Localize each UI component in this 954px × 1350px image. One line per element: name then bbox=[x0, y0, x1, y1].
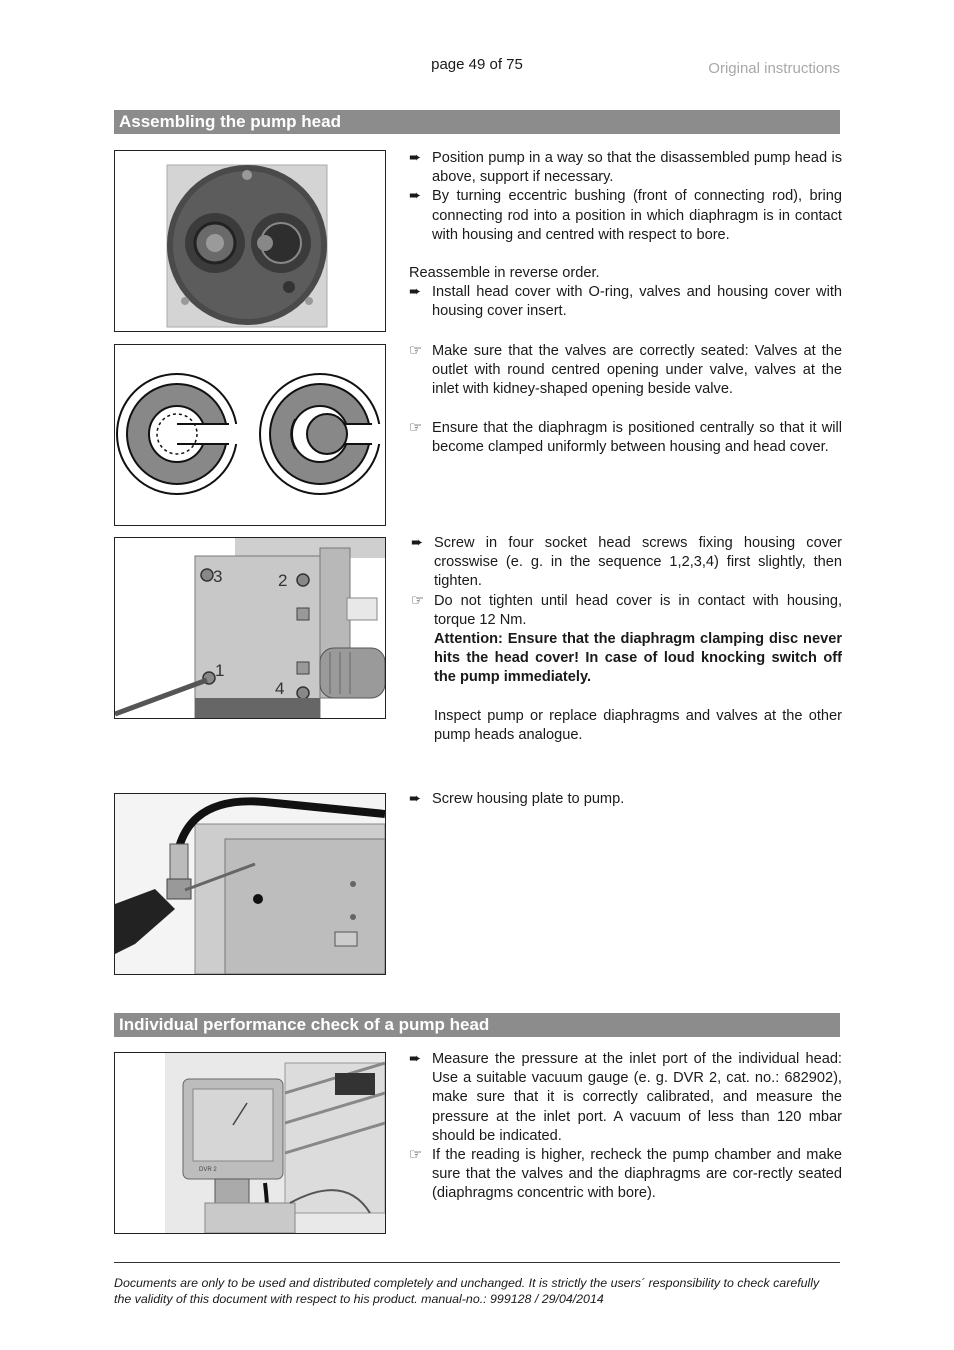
note-text: Make sure that the valves are correctly seated: Valves at the outlet with round centred opening under valve, valves at the inlet with kidney-shaped opening beside valve. bbox=[432, 343, 842, 398]
instruction-item bbox=[409, 790, 842, 809]
reassemble-note: Reassemble in reverse order. bbox=[409, 265, 600, 282]
instruction-text: Screw in four socket head screws fixing housing cover crosswise (e. g. in the sequence 1,2,3,4) first slightly, then tighten. bbox=[434, 535, 842, 590]
note-text: Do not tighten until head cover is in contact with housing, torque 12 Nm. bbox=[434, 592, 842, 628]
section-heading-assembling: Assembling the pump head bbox=[114, 110, 840, 134]
screw-label-4: 4 bbox=[275, 679, 285, 698]
footer-line: the validity of this document with respect to his product. manual-no.: 999128 / 29/04/2014 bbox=[114, 1292, 604, 1306]
pointing-hand-icon: ☞ bbox=[409, 343, 423, 359]
instruction-item bbox=[409, 1050, 842, 1146]
assembling-text-block-3 bbox=[411, 534, 842, 745]
screw-label-2: 2 bbox=[278, 571, 288, 590]
instruction-item bbox=[409, 283, 842, 321]
pump-head-photo bbox=[114, 150, 386, 332]
instruction-item bbox=[409, 149, 842, 187]
arrow-icon: ➨ bbox=[411, 535, 424, 551]
footer-line: Documents are only to be used and distributed completely and unchanged. It is strictly the users´ responsibility to check carefully bbox=[114, 1276, 820, 1290]
screw-label-3: 3 bbox=[213, 567, 223, 586]
arrow-icon: ➨ bbox=[409, 791, 422, 807]
screw-label-1: 1 bbox=[215, 661, 225, 680]
arrow-icon: ➨ bbox=[409, 1051, 422, 1067]
instruction-item bbox=[409, 187, 842, 245]
footer-divider bbox=[114, 1262, 840, 1263]
note-item bbox=[409, 1146, 842, 1204]
inspect-note: Inspect pump or replace diaphragms and valves at the other pump heads analogue. bbox=[434, 707, 842, 743]
pointing-hand-icon: ☞ bbox=[409, 1147, 423, 1164]
instruction-text: Screw housing plate to pump. bbox=[432, 791, 625, 807]
note-text: If the reading is higher, recheck the pump chamber and make sure that the valves and the diaphragms are cor-rectly seated (diaphragms concentric with bore). bbox=[432, 1147, 842, 1202]
assembling-text-block-1 bbox=[409, 149, 842, 322]
note-item bbox=[409, 342, 842, 400]
instruction-text: Measure the pressure at the inlet port of the individual head: Use a suitable vacuum gauge (e. g. DVR 2, cat. no.: 682902), make sure that it is correctly calibrated, and measure the pressure at the inlet port. A vacuum of less than 120 mbar should be indicated. bbox=[432, 1051, 842, 1144]
note-item bbox=[409, 419, 842, 457]
instruction-text: By turning eccentric bushing (front of connecting rod), bring connecting rod into a position in which diaphragm is in contact with housing and centred with respect to bore. bbox=[432, 188, 842, 243]
arrow-icon: ➨ bbox=[409, 284, 422, 301]
assembling-text-block-4 bbox=[409, 790, 842, 809]
instruction-item bbox=[411, 534, 842, 592]
pointing-hand-icon: ☞ bbox=[409, 419, 423, 436]
footer-disclaimer bbox=[114, 1275, 844, 1307]
note-item bbox=[411, 592, 842, 630]
pointing-hand-icon: ☞ bbox=[411, 592, 425, 609]
section-heading-performance: Individual performance check of a pump head bbox=[114, 1013, 840, 1037]
housing-plate-photo bbox=[114, 793, 386, 975]
housing-cover-screws-photo bbox=[114, 537, 386, 719]
arrow-icon: ➨ bbox=[409, 188, 422, 205]
instruction-text: Install head cover with O-ring, valves and housing cover with housing cover insert. bbox=[432, 284, 842, 320]
instruction-text: Position pump in a way so that the disassembled pump head is above, support if necessary. bbox=[432, 150, 842, 186]
valve-seating-diagram bbox=[114, 344, 386, 526]
note-text: Ensure that the diaphragm is positioned centrally so that it will become clamped uniformly between housing and head cover. bbox=[432, 419, 842, 455]
outlet-valve-drawing bbox=[117, 374, 239, 494]
attention-warning: Attention: Ensure that the diaphragm clamping disc never hits the head cover! In case of loud knocking switch off the pump immediately. bbox=[434, 631, 842, 686]
performance-text-block bbox=[409, 1050, 842, 1204]
page-number: page 49 of 75 bbox=[431, 56, 523, 73]
arrow-icon: ➨ bbox=[409, 150, 422, 166]
vacuum-gauge-photo bbox=[114, 1052, 386, 1234]
inlet-valve-drawing bbox=[260, 374, 382, 494]
gauge-brand-label: DVR 2 bbox=[199, 1167, 217, 1173]
document-type-label: Original instructions bbox=[708, 60, 840, 77]
assembling-text-block-2 bbox=[409, 342, 842, 457]
